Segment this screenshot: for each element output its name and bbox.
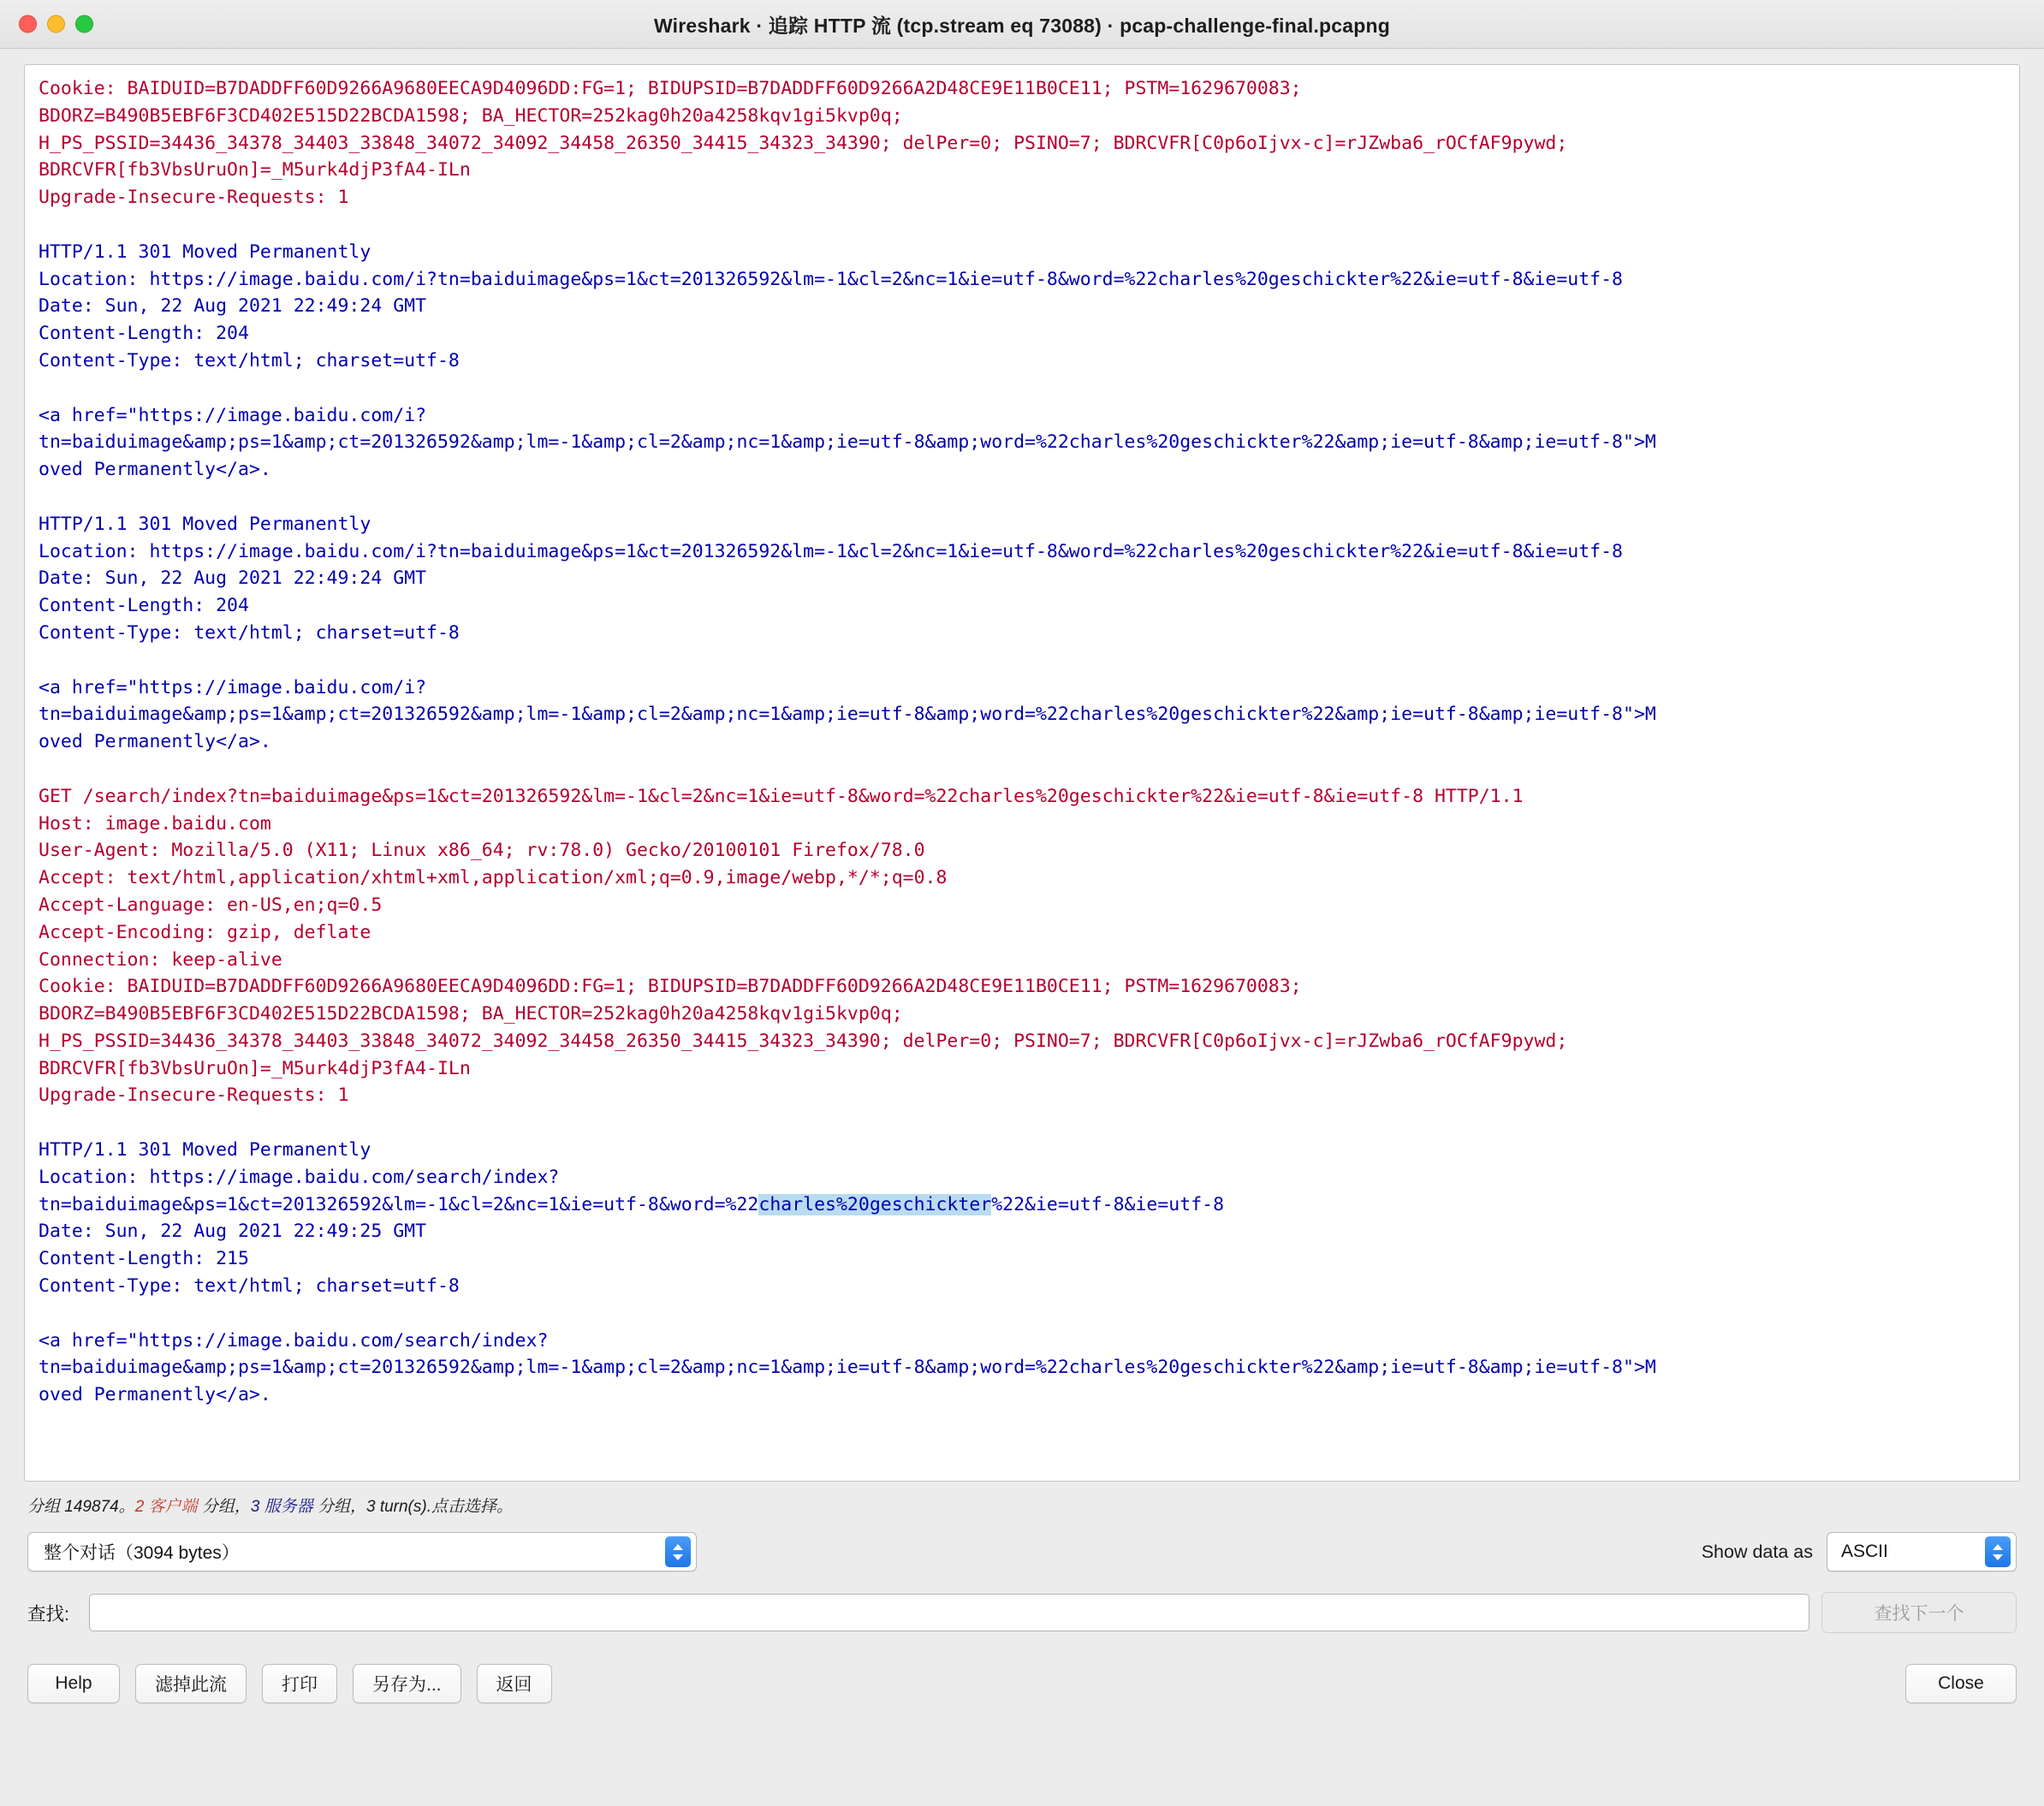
close-window-button[interactable]	[19, 15, 37, 33]
find-label: 查找:	[27, 1603, 69, 1625]
chevron-updown-icon[interactable]	[665, 1536, 691, 1567]
status-client-count: 2 客户端	[134, 1498, 198, 1516]
show-data-select-value: ASCII	[1841, 1542, 1888, 1561]
zoom-window-button[interactable]	[75, 15, 93, 33]
status-mid1: 分组，	[197, 1498, 251, 1516]
stream-content-pane[interactable]	[24, 64, 2020, 1482]
title-bar	[0, 0, 2044, 49]
status-mid2: 分组，	[312, 1498, 366, 1516]
show-data-controls	[1702, 1532, 2017, 1571]
status-turns: 3 turn(s).	[365, 1498, 431, 1516]
stream-status-line	[24, 1494, 2020, 1517]
print-button[interactable]: 打印	[262, 1664, 337, 1703]
find-input[interactable]	[89, 1594, 1809, 1631]
conversation-select-value: 整个对话（3094 bytes）	[44, 1543, 240, 1563]
chevron-updown-icon[interactable]	[1985, 1536, 2011, 1567]
save-as-button[interactable]: 另存为...	[353, 1664, 461, 1703]
controls-row	[24, 1532, 2020, 1571]
help-button[interactable]: Help	[27, 1664, 120, 1703]
window-title: Wireshark · 追踪 HTTP 流 (tcp.stream eq 73088) · pcap-challenge-final.pcapng	[653, 14, 1391, 37]
find-row	[24, 1592, 2020, 1633]
dialog-button-row	[24, 1664, 2020, 1703]
dialog-content	[0, 49, 2044, 1806]
status-suffix: 点击选择。	[431, 1498, 514, 1516]
show-data-select[interactable]	[1827, 1532, 2017, 1571]
minimize-window-button[interactable]	[47, 15, 65, 33]
find-next-button[interactable]: 查找下一个	[1821, 1592, 2017, 1633]
status-prefix: 分组 149874。	[27, 1498, 135, 1516]
traffic-lights	[19, 15, 93, 33]
filter-out-stream-button[interactable]: 滤掉此流	[135, 1664, 247, 1703]
close-button[interactable]: Close	[1905, 1664, 2017, 1703]
back-button[interactable]: 返回	[477, 1664, 552, 1703]
show-data-label: Show data as	[1701, 1541, 1813, 1562]
status-server-count: 3 服务器	[250, 1498, 313, 1516]
stream-text: Cookie: BAIDUID=B7DADDFF60D9266A9680EECA9D4096DD:FG=1; BIDUPSID=B7DADDFF60D9266A2D48CE9E11B0CE11; PSTM=1629670083; BDORZ=B490B5EBF6F3CD402E515D22BCDA1598; BA_HECTOR=252kag0h20a4258kqv1gi5kvp0q; H_PS_PSSID=34436_34378_34403_33848_34072_34092_34458_26350_34415_34323_34390; delPer=0; PSINO=7; BDRCVFR[C0p6oIjvx-c]=rJZwba6_rOCfAF9pywd; BDRCVFR[fb3VbsUruOn]=_M5urk4djP3fA4-ILn Upgrade-Insecure-Requests: 1 HTTP/1.1 301 Moved Permanently Location: https://image.baidu.com/i?tn=baiduimage&ps=1&ct=201326592&lm=-1&cl=2&nc=1&ie=utf-8&word=%22charles%20geschickter%22&ie=utf-8&ie=utf-8 Date: Sun, 22 Aug 2021 22:49:24 GMT Content-Length: 204 Content-Type: text/html; charset=utf-8 <a href="https://image.baidu.com/i? tn=baiduimage&amp;ps=1&amp;ct=201326592&amp;lm=-1&amp;cl=2&amp;nc=1&amp;ie=utf-8&amp;word=%22charles%20geschickter%22&amp;ie=utf-8&amp;ie=utf-8">M oved Permanently</a>. HTTP/1.1 301 Moved Permanently Location: https://image.baidu.com/i?tn=baiduimage&ps=1&ct=201326592&lm=-1&cl=2&nc=1&ie=utf-8&word=%22charles%20geschickter%22&ie=utf-8&ie=utf-8 Date: Sun, 22 Aug 2021 22:49:24 GMT Content-Length: 204 Content-Type: text/html; charset=utf-8 <a href="https://image.baidu.com/i? tn=baiduimage&amp;ps=1&amp;ct=201326592&amp;lm=-1&amp;cl=2&amp;nc=1&amp;ie=utf-8&amp;word=%22charles%20geschickter%22&amp;ie=utf-8&amp;ie=utf-8">M oved Permanently</a>. GET /search/index?tn=baiduimage&ps=1&ct=201326592&lm=-1&cl=2&nc=1&ie=utf-8&word=%22charles%20geschickter%22&ie=utf-8&ie=utf-8 HTTP/1.1 Host: image.baidu.com User-Agent: Mozilla/5.0 (X11; Linux x86_64; rv:78.0) Gecko/20100101 Firefox/78.0 Accept: text/html,application/xhtml+xml,application/xml;q=0.9,image/webp,*/*;q=0.8 Accept-Language: en-US,en;q=0.5 Accept-Encoding: gzip, deflate Connection: keep-alive Cookie: BAIDUID=B7DADDFF60D9266A9680EECA9D4096DD:FG=1; BIDUPSID=B7DADDFF60D9266A2D48CE9E11B0CE11; PSTM=1629670083; BDORZ=B490B5EBF6F3CD402E515D22BCDA1598; BA_HECTOR=252kag0h20a4258kqv1gi5kvp0q; H_PS_PSSID=34436_34378_34403_33848_34072_34092_34458_26350_34415_34323_34390; delPer=0; PSINO=7; BDRCVFR[C0p6oIjvx-c]=rJZwba6_rOCfAF9pywd; BDRCVFR[fb3VbsUruOn]=_M5urk4djP3fA4-ILn Upgrade-Insecure-Requests: 1 HTTP/1.1 301 Moved Permanently Location: https://image.baidu.com/search/index? tn=baiduimage&ps=1&ct=201326592&lm=-1&cl=2&nc=1&ie=utf-8&word=%22charles%20geschickter%22&ie=utf-8&ie=utf-8 Date: Sun, 22 Aug 2021 22:49:25 GMT Content-Length: 215 Content-Type: text/html; charset=utf-8 <a href="https://image.baidu.com/search/index? tn=baiduimage&amp;ps=1&amp;ct=201326592&amp;lm=-1&amp;cl=2&amp;nc=1&amp;ie=utf-8&amp;word=%22charles%20geschickter%22&amp;ie=utf-8&amp;ie=utf-8">M oved Permanently</a>.	[39, 78, 1656, 1406]
conversation-select[interactable]	[27, 1532, 697, 1571]
